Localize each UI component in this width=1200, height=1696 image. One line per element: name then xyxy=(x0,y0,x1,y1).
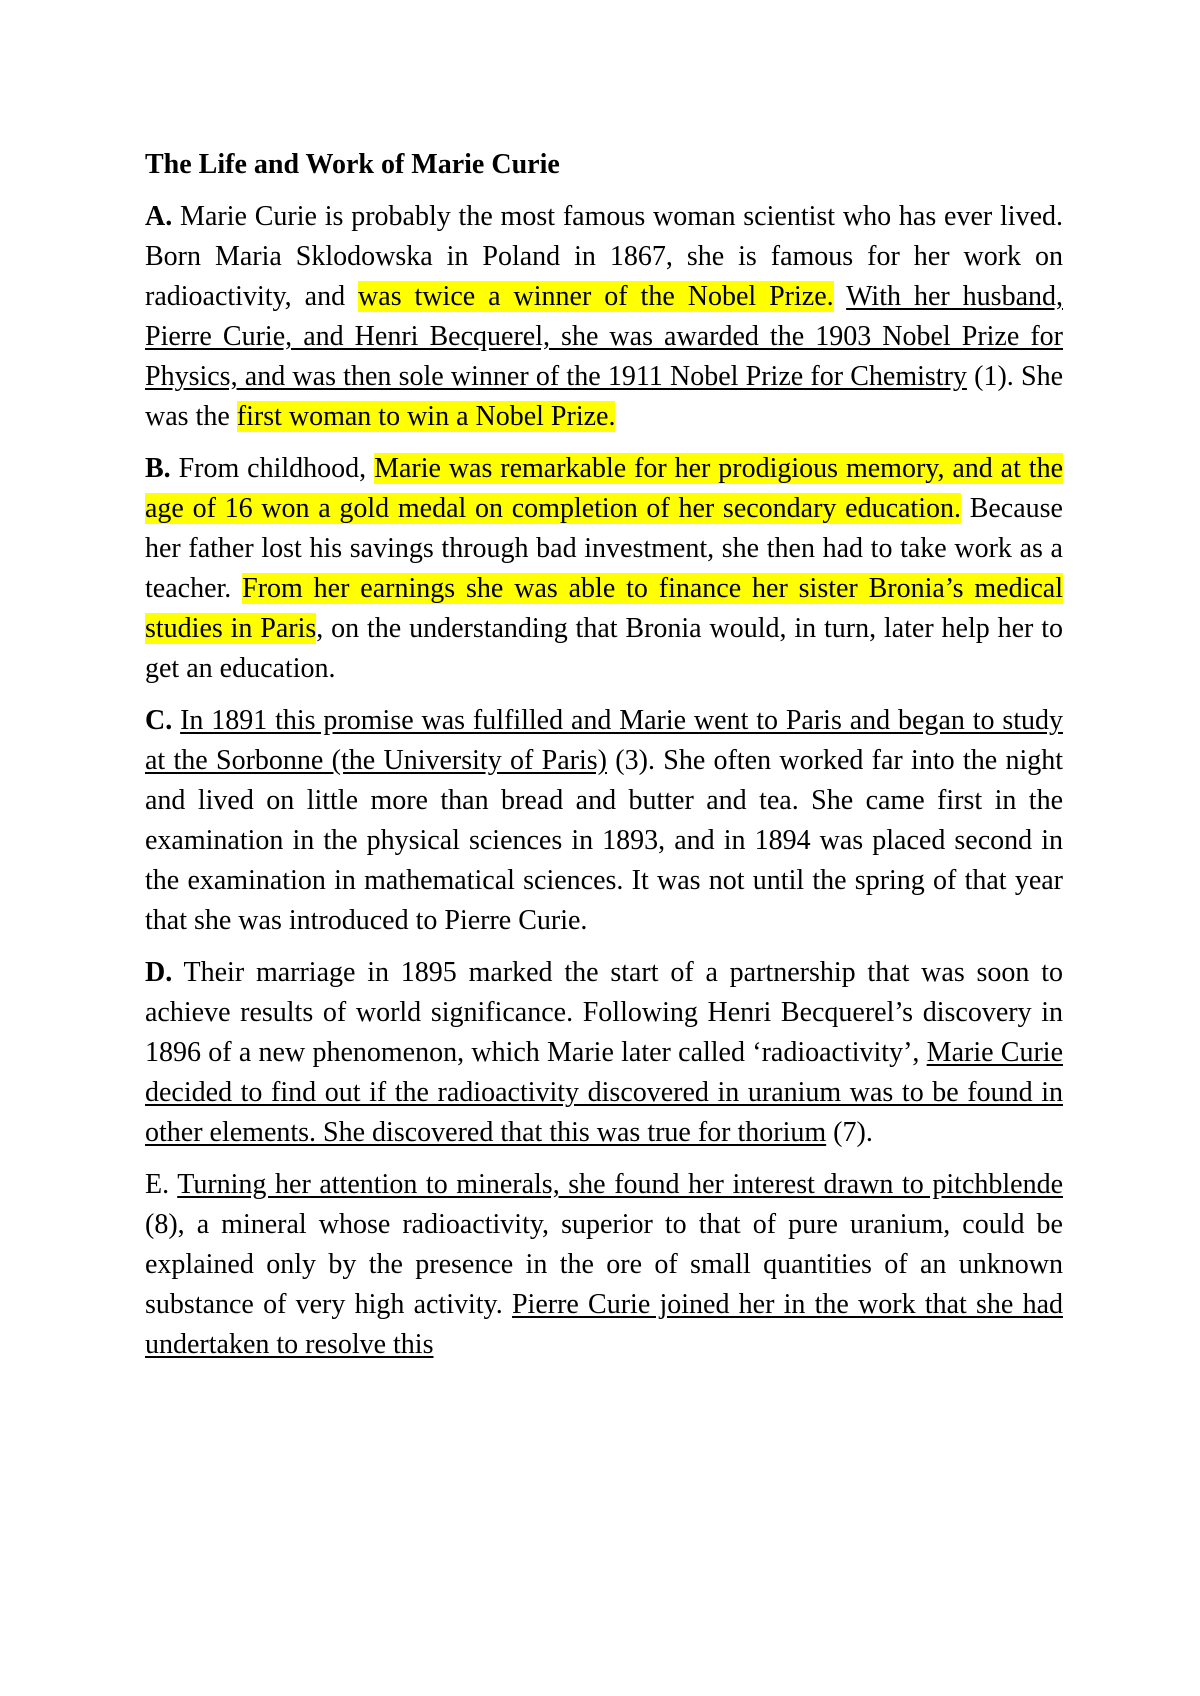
paragraph-a xyxy=(145,197,1063,437)
paragraph-label: C. xyxy=(145,705,173,736)
text-segment: (7). xyxy=(826,1117,873,1148)
underlined-text: In 1891 this promise was fulfilled and Marie went to Paris and began to study at the Sorbonne (the University of Paris) xyxy=(145,705,1064,776)
text-segment xyxy=(169,1169,177,1200)
paragraph-label: D. xyxy=(145,957,173,988)
paragraph-label: A. xyxy=(145,201,173,232)
text-segment: Because her father lost his savings through bad investment, she then had to take work as a teacher. xyxy=(145,493,1063,604)
paragraph-d xyxy=(145,953,1063,1153)
text-segment: Marie Curie is probably the most famous woman scientist who has ever lived. Born Maria Sklodowska in Poland in 1867, she is famous for her work on radioactivity, and xyxy=(145,201,1063,312)
paragraph-b xyxy=(145,449,1063,689)
text-segment: (3). She often worked far into the night and lived on little more than bread and butter and tea. She came first in the examination in the physical sciences in 1893, and in 1894 was placed second in the examination in mathematical sciences. It was not until the spring of that year that she was introduced to Pierre Curie. xyxy=(145,745,1064,936)
text-segment xyxy=(172,705,180,736)
text-segment: (1). She was the xyxy=(145,361,1063,432)
text-segment xyxy=(834,281,846,312)
paragraph-label: B. xyxy=(145,453,171,484)
underlined-text: With her husband, Pierre Curie, and Henri Becquerel, she was awarded the 1903 Nobel Prize for Physics, and was then sole winner of the 1911 Nobel Prize for Chemistry xyxy=(145,281,1063,392)
text-segment: From childhood, xyxy=(170,453,375,484)
underlined-text: Turning her attention to minerals, she found her interest drawn to pitchblende xyxy=(177,1169,1064,1200)
paragraph-e xyxy=(145,1165,1063,1365)
paragraph-label: E. xyxy=(145,1169,170,1200)
highlighted-text: was twice a winner of the Nobel Prize. xyxy=(358,281,834,312)
document-title: The Life and Work of Marie Curie xyxy=(145,149,560,180)
underlined-text: Pierre Curie joined her in the work that she had undertaken to resolve this xyxy=(145,1289,1063,1360)
highlighted-text: Marie was remarkable for her prodigious memory, and at the age of 16 won a gold medal on completion of her secondary education. xyxy=(145,453,1063,524)
text-segment: Their marriage in 1895 marked the start of a partnership that was soon to achieve results of world significance. Following Henri Becquerel’s discovery in 1896 of a new phenomenon, which Marie later called ‘radioactivity’, xyxy=(145,957,1063,1068)
text-segment: , on the understanding that Bronia would, in turn, later help her to get an education. xyxy=(145,613,1063,684)
highlighted-text: first woman to win a Nobel Prize. xyxy=(236,401,616,432)
underlined-text: Marie Curie decided to find out if the radioactivity discovered in uranium was to be found in other elements. She discovered that this was true for thorium xyxy=(145,1037,1063,1148)
highlighted-text: From her earnings she was able to finance her sister Bronia’s medical studies in Paris xyxy=(145,573,1063,644)
document-page xyxy=(145,145,1063,1377)
text-segment: (8), a mineral whose radioactivity, superior to that of pure uranium, could be explained only by the presence in the ore of small quantities of an unknown substance of very high activity. xyxy=(145,1209,1063,1320)
paragraph-c xyxy=(145,701,1063,941)
